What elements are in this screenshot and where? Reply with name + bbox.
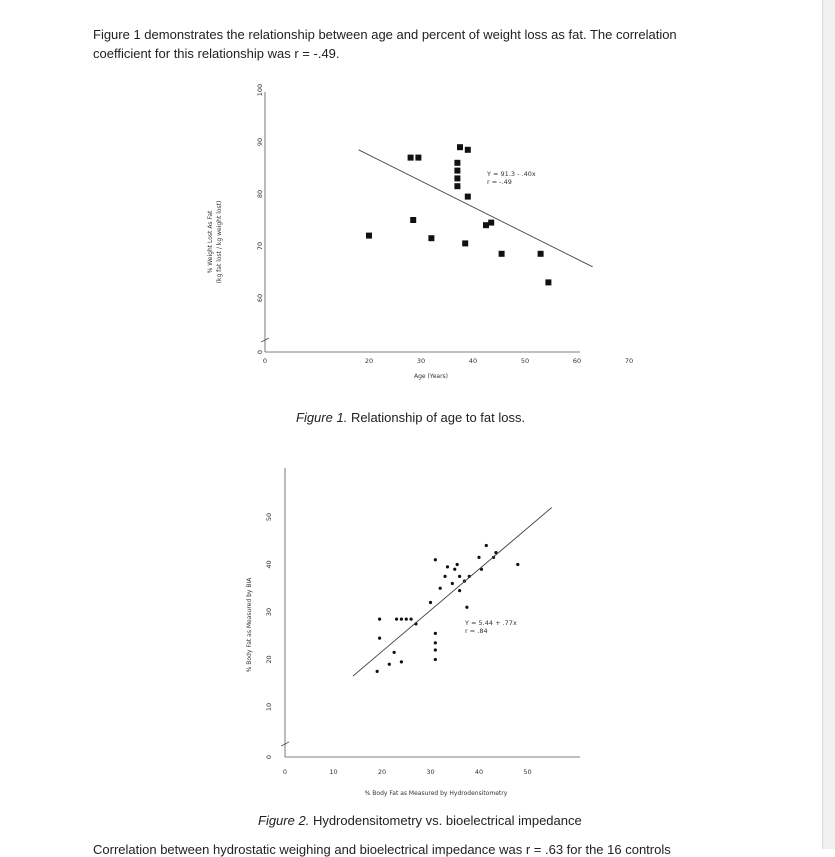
figure-2-caption-label: Figure 2. — [258, 813, 310, 828]
fig2-data-point — [376, 670, 379, 673]
fig1-y-tick-label: 90 — [256, 137, 264, 147]
figure-2-caption — [258, 813, 582, 828]
fig1-data-point — [454, 168, 460, 174]
fig2-y-axis-label: % Body Fat as Measured by BIA — [246, 577, 253, 673]
fig2-data-point — [458, 589, 461, 592]
fig2-y-tick-label: 30 — [265, 607, 273, 617]
fig2-y-tick-label: 20 — [265, 655, 273, 664]
fig2-data-point — [477, 556, 480, 559]
fig2-data-point — [439, 587, 442, 590]
fig2-regression-line — [353, 508, 552, 677]
fig1-data-point — [465, 147, 471, 153]
fig2-data-point — [393, 651, 396, 654]
fig1-y-axis-label-line1: % Weight Lost As Fat — [207, 210, 214, 274]
fig1-data-point — [454, 160, 460, 166]
fig2-x-tick-label: 10 — [329, 768, 338, 776]
fig2-data-point — [400, 660, 403, 663]
fig1-data-point — [366, 233, 372, 239]
next-paragraph-text: Correlation between hydrostatic weighing and bioelectrical impedance was r = .63 for the 16 controls — [93, 842, 671, 857]
fig2-data-point — [451, 582, 454, 585]
fig2-data-point — [434, 632, 437, 635]
fig2-data-point — [446, 565, 449, 568]
fig2-annotation-r: r = .84 — [465, 627, 488, 635]
fig2-data-point — [434, 558, 437, 561]
fig2-data-point — [405, 618, 408, 621]
fig1-x-tick-label: 20 — [364, 357, 374, 365]
fig1-regression-line — [359, 150, 593, 267]
fig1-data-point — [457, 144, 463, 150]
fig1-y-tick-label: 70 — [256, 241, 264, 251]
fig2-data-point — [388, 663, 391, 666]
fig2-y-tick-label: 40 — [265, 560, 273, 569]
fig1-data-point — [545, 279, 551, 285]
fig1-data-point — [465, 194, 471, 200]
fig2-y-tick-label: 10 — [265, 702, 273, 712]
fig2-data-point — [434, 658, 437, 661]
fig2-data-point — [410, 618, 413, 621]
fig1-data-point — [462, 240, 468, 246]
fig1-y-tick-label: 80 — [256, 189, 264, 199]
fig1-annotation-r: r = -.49 — [487, 178, 512, 186]
fig2-data-point — [516, 563, 519, 566]
fig2-data-point — [378, 618, 381, 621]
fig1-x-tick-label: 0 — [262, 357, 268, 365]
fig1-annotation-equation: Y = 91.3 - .40x — [487, 170, 536, 178]
fig1-y-axis-label-line2: (kg fat lost / kg weight lost) — [216, 200, 223, 284]
fig2-x-axis-label: % Body Fat as Measured by Hydrodensitometry — [364, 790, 508, 797]
fig2-data-point — [378, 637, 381, 640]
fig2-data-point — [456, 563, 459, 566]
figure-2-chart — [0, 460, 822, 805]
next-paragraph-cutoff — [93, 842, 671, 857]
fig2-data-point — [400, 618, 403, 621]
fig1-data-point — [410, 217, 416, 223]
fig1-x-tick-label: 70 — [624, 357, 634, 365]
fig1-data-point — [538, 251, 544, 257]
fig1-x-tick-label: 60 — [572, 357, 582, 365]
fig1-y-tick-label: 100 — [256, 83, 264, 97]
fig2-data-point — [395, 618, 398, 621]
fig1-data-point — [499, 251, 505, 257]
fig2-data-point — [465, 606, 468, 609]
intro-text: Figure 1 demonstrates the relationship between age and percent of weight loss as fat. The correlation coefficient for this relationship was r = -.49. — [93, 27, 677, 61]
fig2-data-point — [434, 648, 437, 651]
figure-1-caption-label: Figure 1. — [296, 410, 348, 425]
fig2-data-point — [443, 575, 446, 578]
figure-1-caption — [296, 410, 525, 425]
vertical-scrollbar[interactable] — [822, 0, 835, 849]
intro-paragraph — [93, 25, 733, 63]
fig1-y-tick-label: 60 — [256, 293, 264, 303]
fig1-x-axis-label: Age (Years) — [413, 373, 449, 380]
fig2-annotation-equation: Y = 5.44 + .77x — [465, 619, 517, 627]
figure-1-caption-text: Relationship of age to fat loss. — [350, 410, 526, 425]
fig1-data-point — [408, 155, 414, 161]
fig2-x-tick-label: 20 — [377, 768, 387, 776]
fig1-y-tick-label: 0 — [256, 349, 264, 355]
fig2-x-tick-label: 0 — [282, 768, 288, 776]
fig2-x-tick-label: 40 — [474, 768, 484, 776]
fig1-data-point — [415, 155, 421, 161]
fig1-data-point — [454, 175, 460, 181]
fig2-data-point — [458, 575, 461, 578]
figure-1-chart — [0, 80, 822, 390]
fig1-data-point — [428, 235, 434, 241]
fig2-y-tick-label: 50 — [265, 512, 273, 522]
figure-2-caption-text: Hydrodensitometry vs. bioelectrical impedance — [312, 813, 582, 828]
fig1-x-tick-label: 40 — [468, 357, 478, 365]
fig2-y-tick-label: 0 — [265, 754, 273, 760]
fig2-x-tick-label: 50 — [523, 768, 532, 776]
fig1-data-point — [454, 183, 460, 189]
fig2-data-point — [434, 641, 437, 644]
fig1-x-tick-label: 50 — [520, 357, 530, 365]
fig1-data-point — [488, 220, 494, 226]
fig1-x-tick-label: 30 — [416, 357, 426, 365]
fig1-data-point — [483, 222, 489, 228]
fig2-data-point — [453, 568, 456, 571]
fig2-data-point — [485, 544, 488, 547]
fig2-data-point — [429, 601, 432, 604]
fig2-x-tick-label: 30 — [426, 768, 435, 776]
